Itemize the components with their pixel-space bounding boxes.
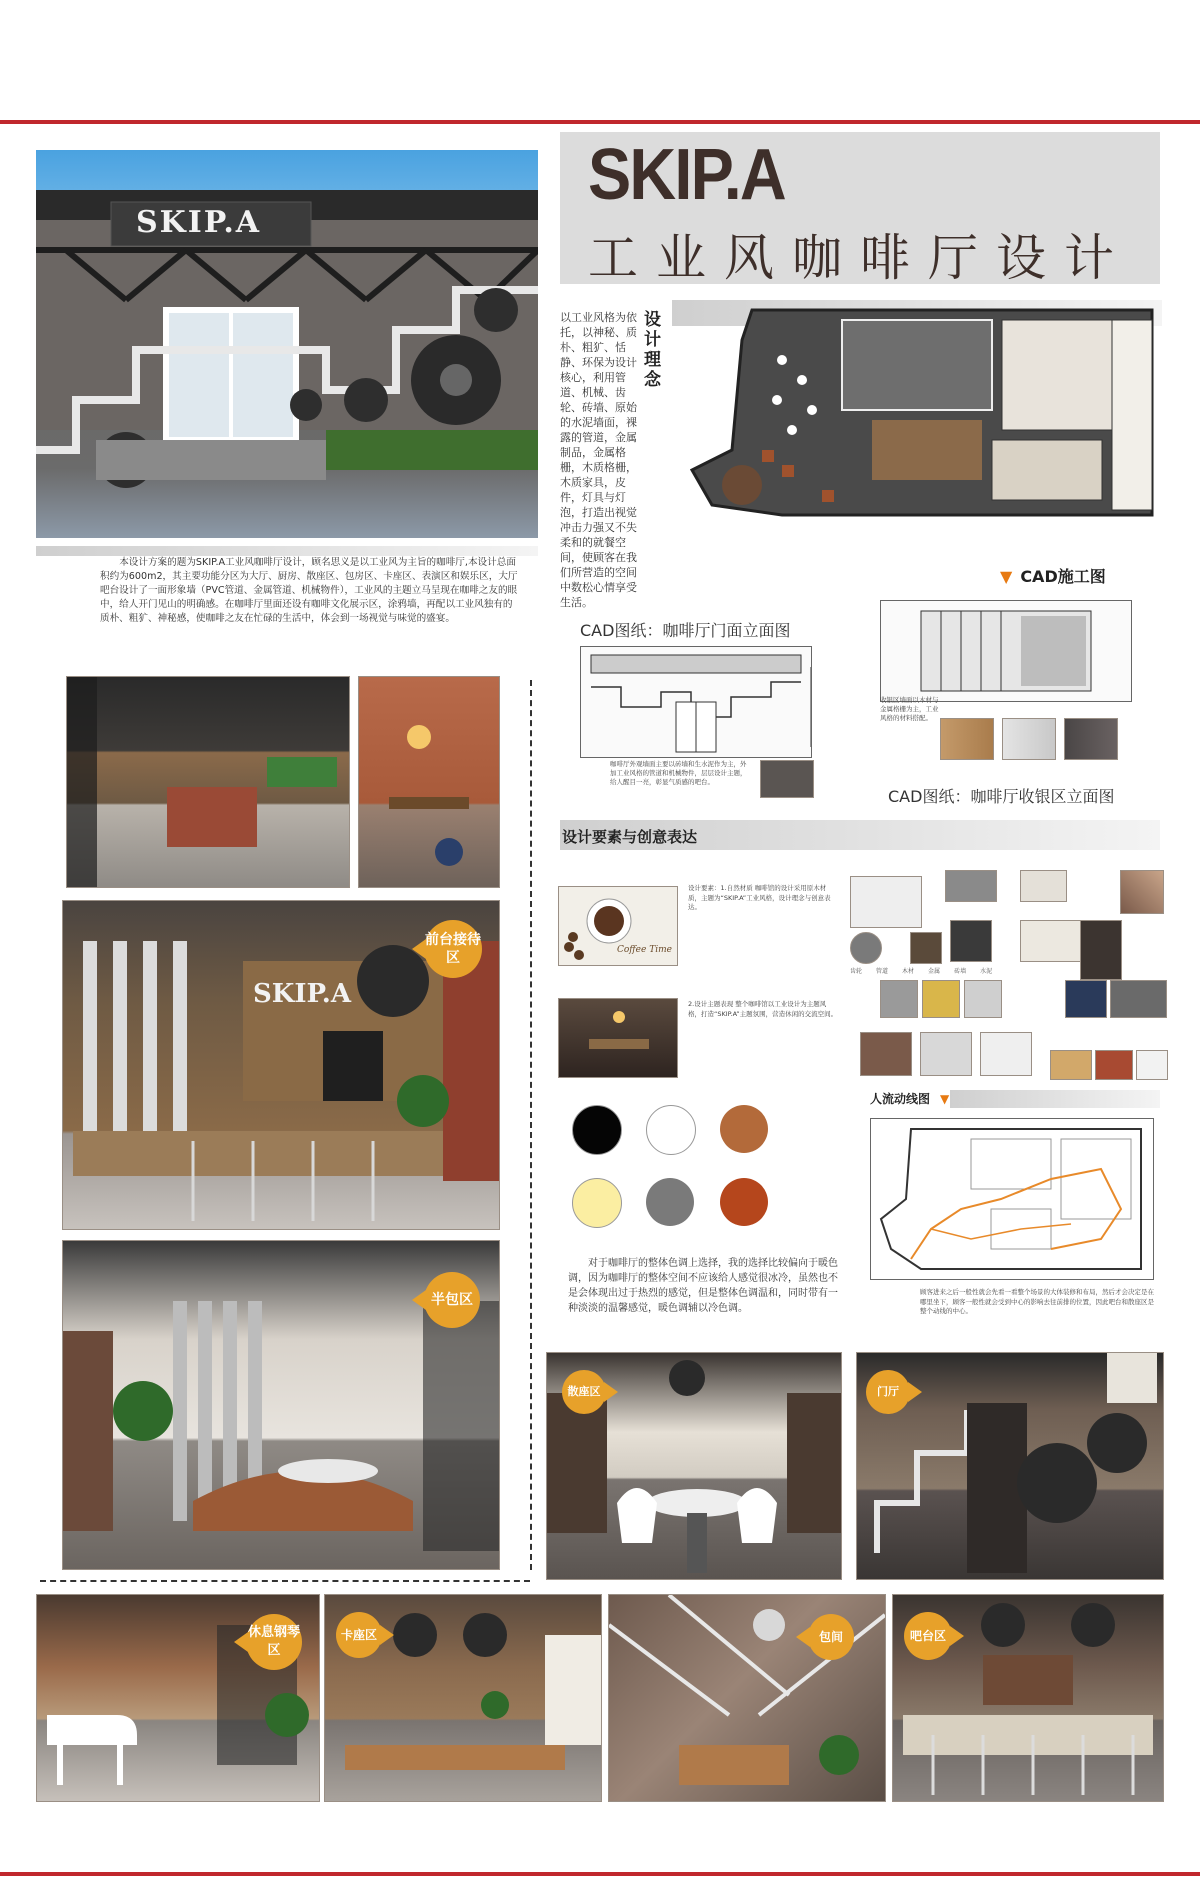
cad-facade-title: CAD图纸：咖啡厅门面立面图 — [580, 621, 791, 640]
swatch-white — [646, 1105, 696, 1155]
zone-tag-reception: 前台接待区 — [424, 920, 482, 978]
intro-text: 本设计方案的题为SKIP.A工业风咖啡厅设计，顾名思义是以工业风为主旨的咖啡厅,本设计总面积约为600m2，其主要功能分区为大厅、厨房、散座区、包房区、卡座区、表演区和娱乐区，大厅吧台设计了一面形象墙（PVC管道、金属管道、机械物件），工业风的主题立马呈现在咖啡之友的眼中，给人开门见山的明确感。在咖啡厅里面还设有咖啡文化展示区，涂鸦墙，再配以工业风独有的质朴、粗犷、神秘感，使咖啡之友在忙碌的生活中，体会到一场视觉与味觉的盛宴。 — [100, 557, 518, 624]
zone-tag-open-seating: 散座区 — [562, 1370, 606, 1414]
horizontal-divider — [40, 1580, 530, 1582]
material-board — [850, 870, 1170, 1080]
subtitle: 工业风咖啡厅设计 — [588, 229, 1132, 287]
concrete-sample — [760, 760, 814, 798]
photo-dining-corner — [558, 998, 678, 1078]
wood-sample — [940, 718, 994, 760]
swatch-cream — [572, 1178, 622, 1228]
concept-text: 以工业风格为依托，以神秘、质朴、粗犷、恬静、环保为设计核心，利用管道、机械、齿轮、砖墙、原始的水泥墙面，裸露的管道，金属制品，金属格栅，木质格栅，木质家具，皮件，灯具与灯泡，打造出视觉冲击力强又不失柔和的就餐空间，使顾客在我们所营造的空间中数松心情享受生活。 — [560, 311, 637, 609]
elements-heading: 设计要素与创意表达 — [562, 828, 698, 846]
material-labels: 齿轮 管道 木材 金属 砖墙 水泥 — [850, 968, 993, 975]
facade-sign: SKIP.A — [136, 205, 262, 240]
floor-plan — [672, 300, 1162, 530]
cad-section-title: ▼ CAD施工图 — [1000, 567, 1106, 586]
bottom-rule — [0, 1872, 1200, 1876]
cad-facade-note: 咖啡厅外观墙面主要以砖墙和生水泥作为主，外加工业风格的管道和机械物件，层层设计主题，给人醒目一亮，彰显气质感的吧台。 — [610, 760, 747, 786]
triangle-down-icon: ▼ — [940, 1092, 950, 1106]
dark-concrete-sample — [1064, 718, 1118, 760]
flow-bar — [950, 1090, 1160, 1108]
flow-text: 顾客进来之后一般性就会先看一看整个场景的大体装修和布局，然后才会决定是在哪里坐下，顾客一般性就会受到中心的影响去往前排的位置，因此吧台和散座区是整个动线的中心。 — [920, 1288, 1154, 1315]
zone-tag-entrance: 门厅 — [866, 1370, 910, 1414]
elements-note-2: 2.设计主题表现 整个咖啡馆以工业设计为主题风格，打造“SKIP.A”主题氛围，营造休闲的交流空间。 — [688, 1000, 838, 1018]
facade-illustration — [36, 150, 538, 538]
cad-cashier-title: CAD图纸：咖啡厅收银区立面图 — [888, 787, 1115, 806]
title-block — [560, 132, 1160, 287]
swatch-brown — [720, 1105, 768, 1153]
cad-cashier-note: 收银区墙面以木材与金属格栅为主，工业风格的材料搭配。 — [880, 696, 939, 722]
photo-coffee-cup — [558, 886, 678, 966]
triangle-down-icon: ▼ — [1000, 567, 1013, 586]
flow-diagram — [870, 1118, 1154, 1280]
zone-tag-private-room: 包间 — [808, 1614, 854, 1660]
photo-brick-corner — [358, 676, 500, 888]
marble-sample — [1002, 718, 1056, 760]
elements-note-1: 设计要素：1.自然材质 咖啡馆的设计采用原木材质，主题为“SKIP.A”工业风格，设计理念与创意表达。 — [688, 884, 831, 911]
color-text: 对于咖啡厅的整体色调上选择，我的选择比较偏向于暖色调，因为咖啡厅的整体空间不应该给人感觉很冰冷，虽然也不是会体现出过于热烈的感觉，但是整体色调温和，同时带有一种淡淡的温馨感觉，暖色调辅以冷色调。 — [568, 1258, 838, 1314]
bar-sign: SKIP.A — [253, 979, 352, 1009]
zone-tag-booth: 卡座区 — [336, 1612, 382, 1658]
swatch-gray — [646, 1178, 694, 1226]
zone-tag-bar: 吧台区 — [904, 1612, 952, 1660]
brand-title: SKIP.A — [588, 135, 785, 215]
concept-heading: 设计理念 — [644, 310, 661, 390]
vertical-divider — [530, 680, 532, 1570]
cad-cashier-drawing — [880, 600, 1132, 702]
zone-tag-semi-private: 半包区 — [424, 1272, 480, 1328]
intro-bar — [36, 546, 538, 556]
zone-tag-piano: 休息钢琴区 — [246, 1614, 302, 1670]
top-rule — [0, 120, 1200, 124]
cad-facade-drawing — [580, 646, 812, 758]
facade-render — [36, 150, 538, 538]
photo-cafe-hall — [66, 676, 350, 888]
swatch-black — [572, 1105, 622, 1155]
coffee-caption: Coffee Time — [617, 945, 672, 955]
swatch-rust — [720, 1178, 768, 1226]
flow-title: 人流动线图 ▼ — [870, 1092, 950, 1106]
